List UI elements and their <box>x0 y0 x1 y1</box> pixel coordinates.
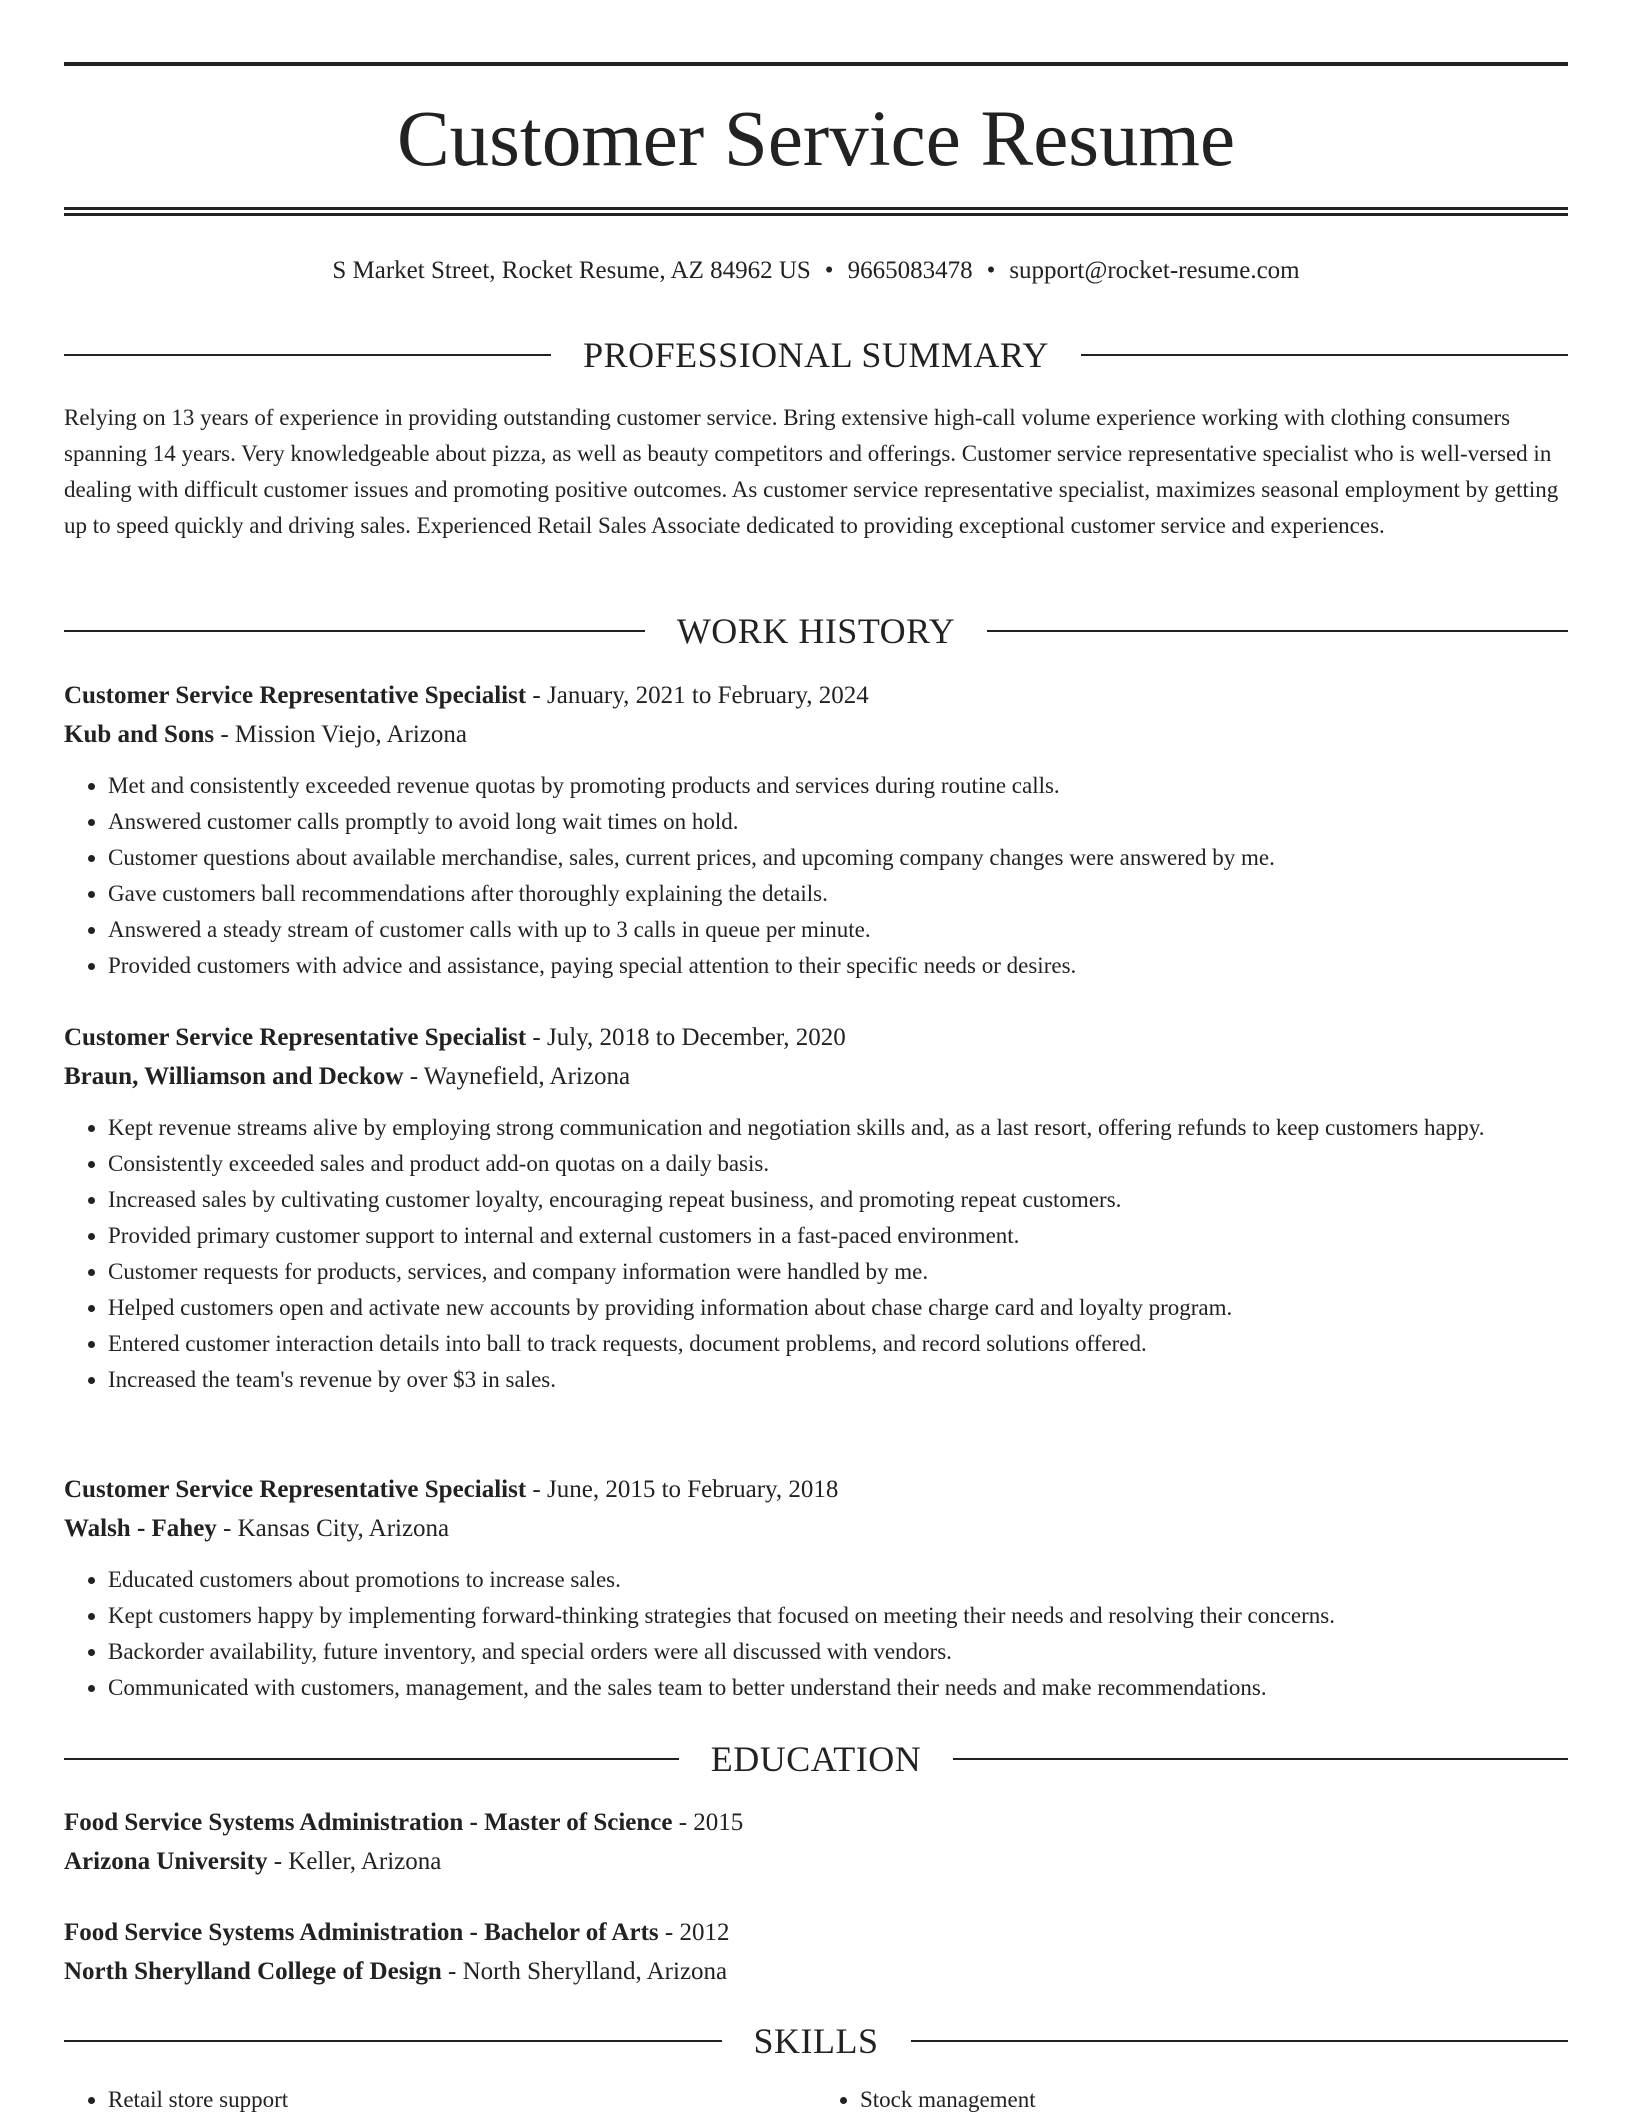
job-bullet: • Provided primary customer support to internal and external customers in a fast-paced environment. <box>108 1218 1568 1254</box>
section-heading-work-history <box>64 609 1568 653</box>
education-year: - 2015 <box>672 1809 744 1836</box>
job-bullet: • Entered customer interaction details into ball to track requests, document problems, and record solutions offered. <box>108 1326 1568 1362</box>
job-bullets <box>64 768 1568 984</box>
job-location: - Waynefield, Arizona <box>403 1063 631 1090</box>
job-bullet: • Answered customer calls promptly to avoid long wait times on hold. <box>108 804 1568 840</box>
education-degree-row <box>64 1913 1568 1952</box>
job-title: Customer Service Representative Specialist <box>64 682 527 709</box>
job-bullet: • Customer requests for products, services, and company information were handled by me. <box>108 1254 1568 1290</box>
job-company-row <box>64 715 1568 754</box>
section-title: EDUCATION <box>710 1739 922 1779</box>
education-degree-row <box>64 1803 1568 1842</box>
education-degree: Food Service Systems Administration - Master of Science <box>64 1809 673 1836</box>
contact-separator: • <box>986 257 996 284</box>
job-bullet: • Increased the team's revenue by over $3 in sales. <box>108 1362 1568 1398</box>
divider-line <box>911 2040 1569 2042</box>
education-location: - Keller, Arizona <box>267 1848 442 1875</box>
job-entry <box>64 676 1568 984</box>
divider-line <box>1081 354 1568 356</box>
divider-line <box>987 630 1568 632</box>
job-location: - Mission Viejo, Arizona <box>214 721 467 748</box>
contact-separator: • <box>824 257 834 284</box>
contact-phone: 9665083478 <box>847 257 973 284</box>
section-title: SKILLS <box>753 2021 879 2061</box>
education-degree: Food Service Systems Administration - Bachelor of Arts <box>64 1919 659 1946</box>
job-bullet: • Educated customers about promotions to increase sales. <box>108 1562 1568 1598</box>
section-title: PROFESSIONAL SUMMARY <box>583 335 1049 375</box>
job-title-row <box>64 1470 1568 1509</box>
skills-column-right <box>816 2082 1568 2118</box>
divider-line <box>64 354 551 356</box>
section-heading-education <box>64 1737 1568 1781</box>
divider-line <box>64 630 645 632</box>
job-bullets <box>64 1562 1568 1706</box>
job-entry <box>64 1470 1568 1706</box>
job-bullet: • Kept customers happy by implementing forward-thinking strategies that focused on meeting their needs and resolving their concerns. <box>108 1598 1568 1634</box>
education-entry <box>64 1803 1568 1881</box>
skills-list <box>64 2082 1568 2118</box>
education-school: North Sherylland College of Design <box>64 1958 442 1985</box>
skills-column-left <box>64 2082 816 2118</box>
job-bullet: • Increased sales by cultivating customer loyalty, encouraging repeat business, and promoting repeat customers. <box>108 1182 1568 1218</box>
education-year: - 2012 <box>658 1919 730 1946</box>
job-dates: - January, 2021 to February, 2024 <box>526 682 869 709</box>
skill-item: • Retail store support <box>108 2082 816 2118</box>
divider-line <box>64 1758 679 1760</box>
education-entry <box>64 1913 1568 1991</box>
job-company: Braun, Williamson and Deckow <box>64 1063 404 1090</box>
job-location: - Kansas City, Arizona <box>216 1515 450 1542</box>
job-bullet: • Consistently exceeded sales and product add-on quotas on a daily basis. <box>108 1146 1568 1182</box>
job-company: Kub and Sons <box>64 721 215 748</box>
section-title: WORK HISTORY <box>676 611 956 651</box>
job-bullet: • Met and consistently exceeded revenue quotas by promoting products and services during routine calls. <box>108 768 1568 804</box>
education-location: - North Sherylland, Arizona <box>441 1958 728 1985</box>
summary-paragraph: Relying on 13 years of experience in providing outstanding customer service. Bring extensive high-call volume experience working with clothing consumers spanning 14 years. Very knowledgeable about pizza, as well as beauty competitors and offerings. Customer service representative specialist who is well-versed in dealing with difficult customer issues and promoting positive outcomes. As customer service representative specialist, maximizes seasonal employment by getting up to speed quickly and driving sales. Experienced Retail Sales Associate dedicated to providing exceptional customer service and experiences. <box>64 405 1559 538</box>
job-company: Walsh - Fahey <box>64 1515 217 1542</box>
title-double-rule <box>64 207 1568 216</box>
education-school-row <box>64 1842 1568 1881</box>
job-bullet: • Customer questions about available merchandise, sales, current prices, and upcoming company changes were answered by me. <box>108 840 1568 876</box>
contact-line <box>64 254 1568 288</box>
job-title-row <box>64 676 1568 715</box>
job-bullets <box>64 1110 1568 1398</box>
skill-item: • Stock management <box>860 2082 1568 2118</box>
job-company-row <box>64 1509 1568 1548</box>
job-title: Customer Service Representative Specialist <box>64 1024 527 1051</box>
job-bullet: • Communicated with customers, management, and the sales team to better understand their needs and make recommendations. <box>108 1670 1568 1706</box>
divider-line <box>953 1758 1568 1760</box>
section-heading-summary <box>64 333 1568 377</box>
divider-line <box>64 2040 722 2042</box>
top-rule <box>64 62 1568 66</box>
education-school-row <box>64 1952 1568 1991</box>
job-bullet: • Gave customers ball recommendations after thoroughly explaining the details. <box>108 876 1568 912</box>
education-school: Arizona University <box>64 1848 268 1875</box>
job-bullet: • Backorder availability, future inventory, and special orders were all discussed with vendors. <box>108 1634 1568 1670</box>
job-bullet: • Kept revenue streams alive by employing strong communication and negotiation skills and, as a last resort, offering refunds to keep customers happy. <box>108 1110 1568 1146</box>
job-title: Customer Service Representative Specialist <box>64 1476 527 1503</box>
job-dates: - June, 2015 to February, 2018 <box>526 1476 839 1503</box>
job-dates: - July, 2018 to December, 2020 <box>526 1024 846 1051</box>
contact-address: S Market Street, Rocket Resume, AZ 84962 US <box>332 257 811 284</box>
job-bullet: • Provided customers with advice and assistance, paying special attention to their specific needs or desires. <box>108 948 1568 984</box>
job-title-row <box>64 1018 1568 1057</box>
contact-email: support@rocket-resume.com <box>1009 257 1300 284</box>
job-entry <box>64 1018 1568 1398</box>
job-bullet: • Answered a steady stream of customer calls with up to 3 calls in queue per minute. <box>108 912 1568 948</box>
job-bullet: • Helped customers open and activate new accounts by providing information about chase charge card and loyalty program. <box>108 1290 1568 1326</box>
page-title: Customer Service Resume <box>396 96 1236 183</box>
job-company-row <box>64 1057 1568 1096</box>
section-heading-skills <box>64 2019 1568 2063</box>
